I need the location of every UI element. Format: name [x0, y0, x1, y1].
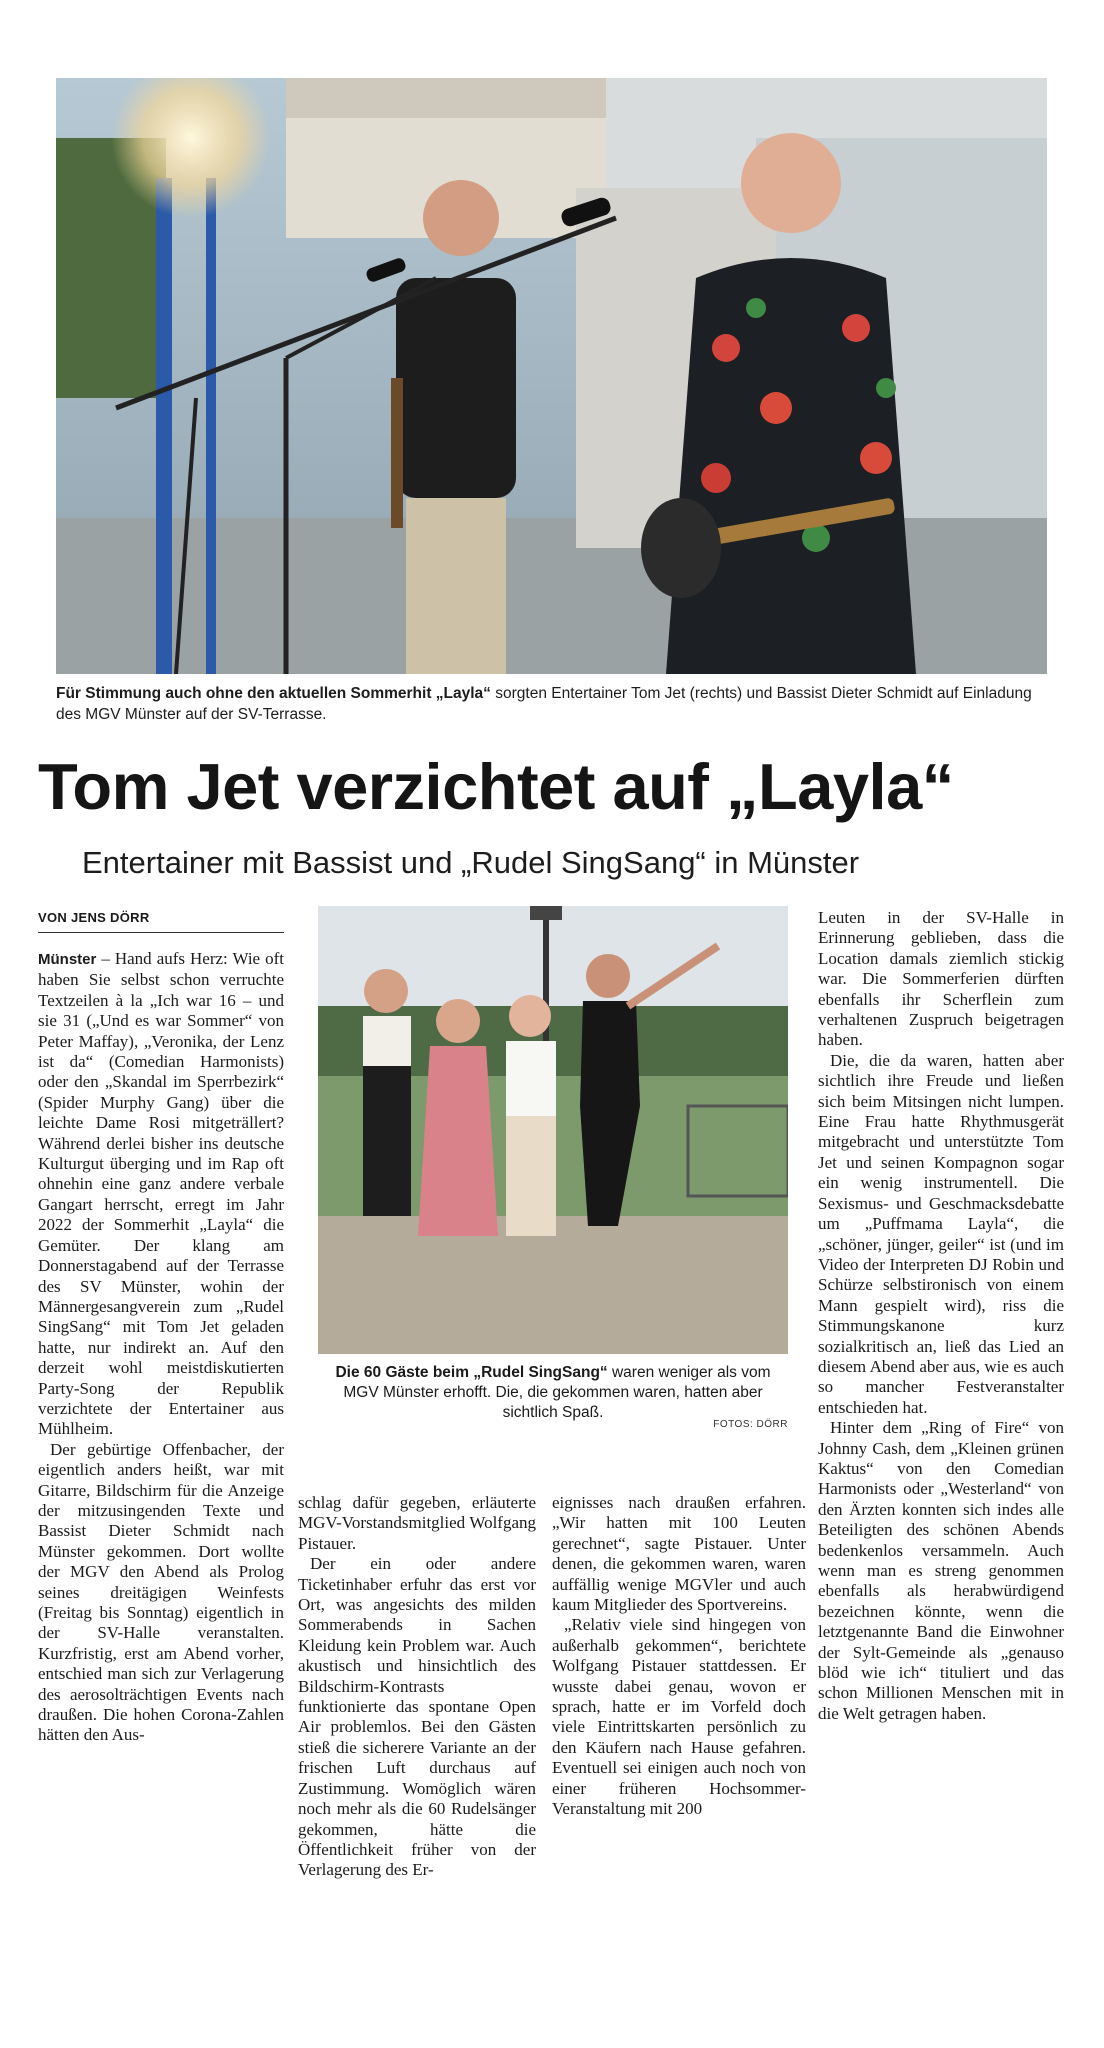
paragraph: „Relativ viele sind hingegen von außerhalb gekommen“, berichtete Wolfgang Pistauer stattdessen. Er wusste dabei genau, wovon er sprach, hatte er im Vorfeld doch viele Eintrittskarten persönlich zu den Käufern nach Hause gefahren. Eventuell sei einigen auch noch von einer früheren Hochsommer-Veranstaltung mit 200	[552, 1615, 806, 1819]
byline: VON JENS DÖRR	[38, 909, 284, 933]
subheadline: Entertainer mit Bassist und „Rudel SingSang“ in Münster	[82, 845, 860, 880]
article-column-1	[38, 949, 284, 1746]
photo-credit: FOTOS: DÖRR	[713, 1419, 788, 1430]
article-column-2	[298, 1493, 536, 1881]
paragraph: Der ein oder andere Ticketinhaber erfuhr das erst vor Ort, was angesichts des milden Sommerabends in Sachen Kleidung kein Problem war. Auch akustisch und hinsichtlich des Bildschirm-Kontrasts funktionierte das spontane Open Air problemlos. Bei den Gästen stieß die sicherere Variante an der frischen Luft durchaus auf Zustimmung. Womöglich wären noch mehr als die 60 Rudelsänger gekommen, hätte die Öffentlichkeit früher von der Verlagerung des Er-	[298, 1554, 536, 1880]
paragraph: eignisses nach draußen erfahren. „Wir hatten mit 100 Leuten gerechnet“, sagte Pistauer. Unter denen, die gekommen waren, waren auffällig wenige MGVler und auch kaum Mitglieder des Sportvereins.	[552, 1493, 806, 1615]
paragraph: Die, die da waren, hatten aber sichtlich ihre Freude und ließen sich beim Mitsingen nicht lumpen. Eine Frau hatte Rhythmusgerät mitgebracht und unterstützte Tom Jet und seinen Kompagnon sogar ein wenig instrumentell. Die Sexismus- und Geschmacksdebatte um „Puffmama Layla“, die „schöner, jünger, geiler“ ist (und im Video der Interpreten DJ Robin und Schürze selbstironisch von einem Mann gespielt wird), riss die Stimmungskanone kurz sozialkritisch an, ließ das Lied an diesem Abend aber aus, wie es auch so mancher Festveranstalter entschieden hat.	[818, 1050, 1064, 1417]
paragraph-text: – Hand aufs Herz: Wie oft haben Sie selbst schon verruchte Textzeilen à la „Ich war 16 – und sie 31 („Und es war Sommer“ von Peter Maffay), „Veronika, der Lenz ist da“ (Comedian Harmonists) oder den „Skandal im Sperrbezirk“ (Spider Murphy Gang) über die leichte Dame Rosi mitgeträllert? Während derlei bisher ins deutsche Kulturgut überging und im Rap oft ohnehin eine ganz andere verbale Gangart herrscht, erregt im Jahr 2022 der Sommerhit „Layla“ die Gemüter. Der klang am Donnerstagabend auf der Terrasse des SV Münster, wohin der Männergesangverein zum „Rudel SingSang“ mit Tom Jet geladen hatte, nur indirekt an. Auf den derzeit wohl meistdiskutierten Party-Song der Republik verzichtete der Entertainer aus Mühlheim.	[38, 949, 284, 1439]
paragraph: Hinter dem „Ring of Fire“ von Johnny Cash, dem „Kleinen grünen Kaktus“ von den Comedian Harmonists oder „Westerland“ von den Ärzten konnten sich indes alle Beteiligten des schönen Abends bedenkenlos versammeln. Auch wenn man es streng genommen ebenfalls als herabwürdigend bezeichnen könnte, wenn die letztgenannte Band die Einwohner der Sylt-Gemeinde als „genauso blöd wie ich“ tituliert und das schon Millionen Menschen mit in die Welt getragen haben.	[818, 1418, 1064, 1723]
paragraph: Der gebürtige Offenbacher, der eigentlich anders heißt, war mit Gitarre, Bildschirm für die Anzeige der mitzusingenden Texte und Bassist Dieter Schmidt nach Münster gekommen. Dort wollte der MGV den Abend als Prolog seines dreitägigen Weinfests (Freitag bis Sonntag) eigentlich in der SV-Halle veranstalten. Kurzfristig, erst am Abend vorher, entschied man sich zur Verlagerung des aerosolträchtigen Events nach draußen. Die hohen Corona-Zahlen hätten den Aus-	[38, 1439, 284, 1745]
paragraph	[38, 949, 284, 1440]
inner-caption-bold: Die 60 Gäste beim „Rudel SingSang“	[335, 1364, 608, 1381]
photo-musicians-on-terrace	[56, 78, 1047, 674]
inner-photo-caption	[318, 1363, 788, 1423]
top-photo-caption	[56, 683, 1047, 725]
paragraph: schlag dafür gegeben, erläuterte MGV-Vorstandsmitglied Wolfgang Pistauer.	[298, 1493, 536, 1553]
paragraph: Leuten in der SV-Halle in Erinnerung geblieben, dass die Location damals ziemlich stickig war. Die Sommerferien dürften ebenfalls ihr Scherflein zum verhaltenen Zuspruch beigetragen haben.	[818, 908, 1064, 1050]
article-column-3	[552, 1493, 806, 1820]
dateline: Münster	[38, 951, 97, 968]
top-caption-bold: Für Stimmung auch ohne den aktuellen Sommerhit „Layla“	[56, 685, 491, 702]
photo-singing-guests	[318, 906, 788, 1354]
inner-caption-rest: waren weniger als vom MGV Münster erhofft. Die, die gekommen waren, hatten aber sichtlich Spaß.	[343, 1364, 771, 1421]
headline: Tom Jet verzichtet auf „Layla“	[38, 750, 954, 823]
top-caption-rest: sorgten Entertainer Tom Jet (rechts) und Bassist Dieter Schmidt auf Einladung des MGV Münster auf der SV-Terrasse.	[56, 685, 1032, 723]
article-column-4	[818, 908, 1064, 1724]
